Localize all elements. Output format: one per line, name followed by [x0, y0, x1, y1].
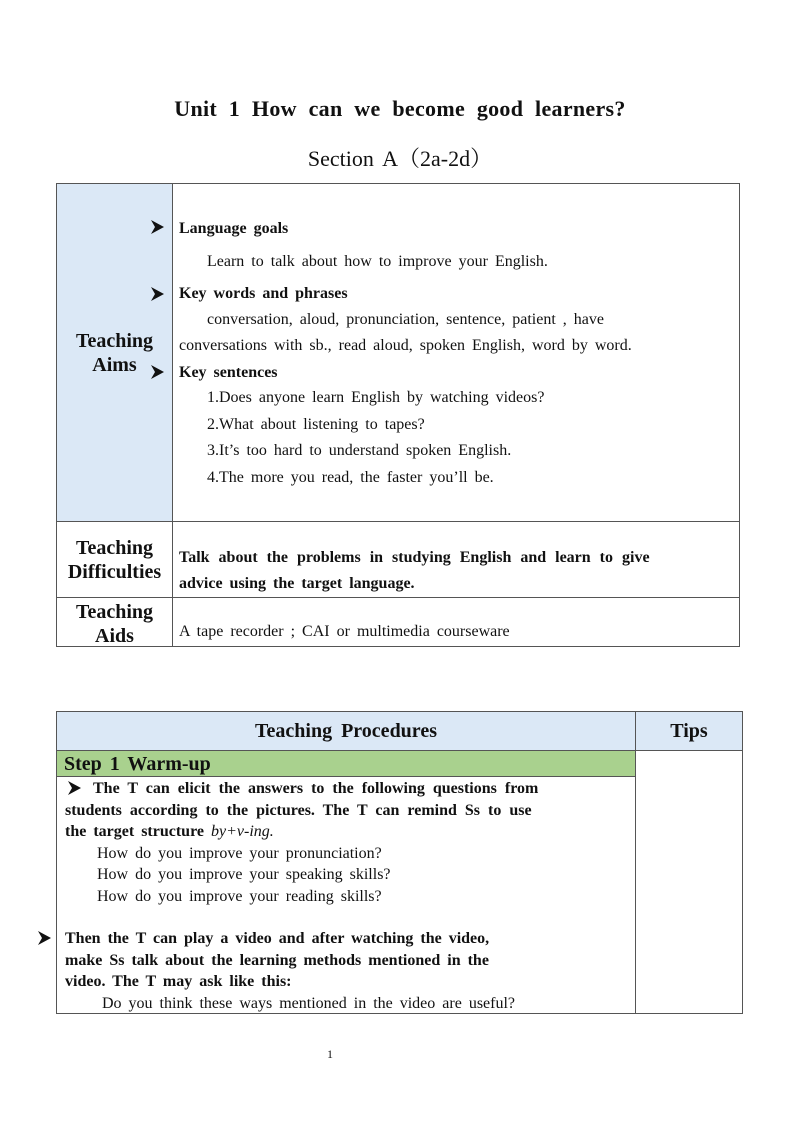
language-goals-heading: Language goals [179, 220, 289, 237]
teaching-aims-table [56, 183, 740, 647]
key-sentence: 3.It’s too hard to understand spoken English. [207, 442, 512, 459]
procedure-line: The T can elicit the answers to the following questions from [93, 780, 539, 797]
header-teaching-procedures: Teaching Procedures [255, 720, 437, 742]
procedure-line: make Ss talk about the learning methods mentioned in the [65, 952, 489, 969]
question-line: How do you improve your speaking skills? [97, 866, 391, 883]
key-sentence: 4.The more you read, the faster you’ll be. [207, 469, 494, 486]
teaching-procedures-table [56, 711, 743, 1014]
teaching-aids-text: A tape recorder ; CAI or multimedia courseware [179, 623, 510, 640]
target-structure: by+v-ing. [210, 823, 274, 840]
key-sentence: 2.What about listening to tapes? [207, 416, 425, 433]
key-sentence: 1.Does anyone learn English by watching videos? [207, 389, 545, 406]
procedure-line: Then the T can play a video and after watching the video, [65, 930, 490, 947]
row-divider [57, 597, 739, 598]
arrow-bullet-icon [151, 220, 164, 234]
question-line: How do you improve your reading skills? [97, 888, 382, 905]
arrow-bullet-icon [38, 931, 51, 945]
row-divider [57, 521, 739, 522]
teaching-aids-label: Teaching Aids [75, 601, 154, 647]
difficulties-line: Talk about the problems in studying English and learn to give [179, 549, 650, 566]
document-subtitle: Section A（2a-2d） [307, 146, 493, 171]
procedure-line: students according to the pictures. The T can remind Ss to use [65, 802, 532, 819]
arrow-bullet-icon [151, 287, 164, 301]
closing-question: Do you think these ways mentioned in the video are useful? [102, 995, 516, 1012]
teaching-difficulties-label: Teaching Difficulties [67, 537, 162, 583]
document-title: Unit 1 How can we become good learners? [174, 96, 626, 121]
key-words-line: conversations with sb., read aloud, spoken English, word by word. [179, 337, 632, 354]
teaching-aims-label: Teaching Aims [75, 330, 154, 376]
key-words-heading: Key words and phrases [179, 285, 348, 302]
page-number: 1 [327, 1047, 333, 1061]
arrow-bullet-icon [68, 781, 81, 795]
step-title: Step 1 Warm-up [64, 753, 211, 775]
arrow-bullet-icon [151, 365, 164, 379]
difficulties-line: advice using the target language. [179, 575, 415, 592]
language-goals-text: Learn to talk about how to improve your English. [207, 253, 548, 270]
procedure-line-with-structure: the target structure by+v-ing. [65, 823, 274, 840]
procedure-line: video. The T may ask like this: [65, 973, 292, 990]
question-line: How do you improve your pronunciation? [97, 845, 382, 862]
key-words-line: conversation, aloud, pronunciation, sentence, patient , have [207, 311, 604, 328]
header-tips: Tips [670, 720, 708, 742]
key-sentences-heading: Key sentences [179, 364, 278, 381]
